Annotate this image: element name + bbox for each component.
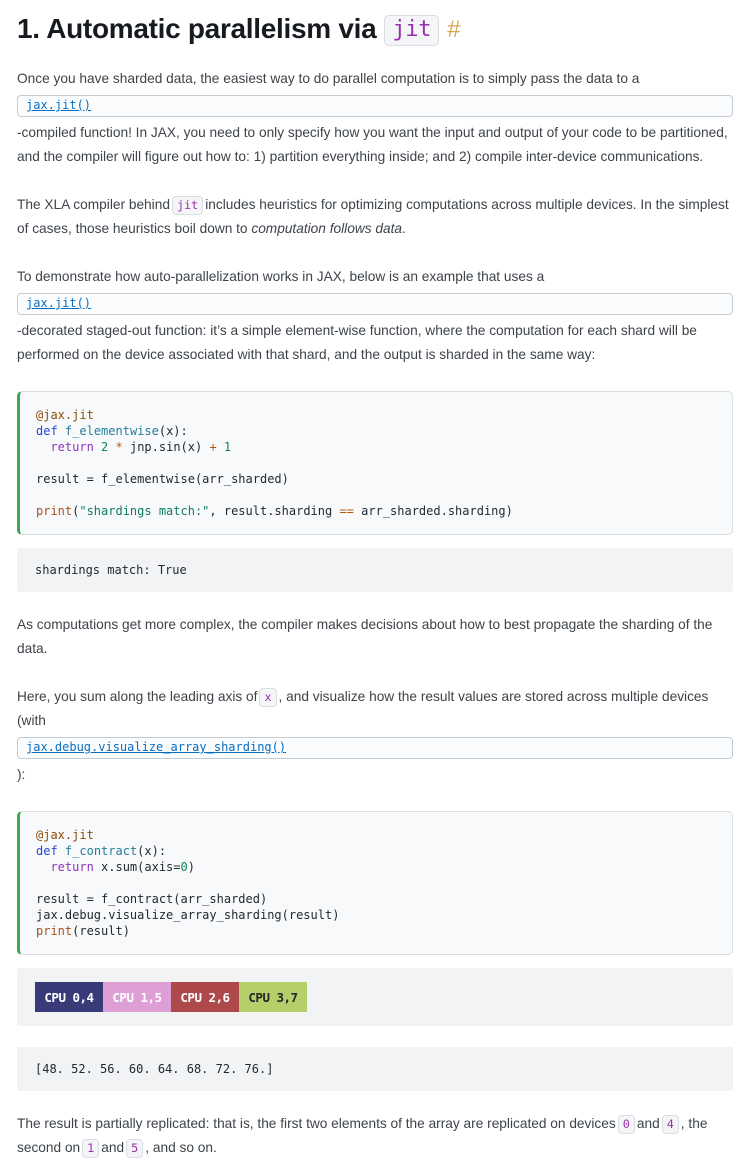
code-cell-input-2 <box>17 811 733 955</box>
code-token: @jax.jit <box>36 828 94 842</box>
inline-code-device-1: 1 <box>82 1139 99 1158</box>
xref-jax-jit-link-2[interactable]: jax.jit() <box>17 293 733 315</box>
code-token: result = f_contract(arr_sharded) <box>36 892 268 906</box>
shard-cell: CPU 3,7 <box>239 982 307 1012</box>
code-token: def <box>36 844 58 858</box>
paragraph-5-text-2: , and visualize how the result values are stored across multiple devices (with <box>17 689 709 728</box>
code-token: x.sum(axis= <box>93 860 181 874</box>
paragraph-5-text-3: ): <box>17 767 26 782</box>
paragraph-5 <box>17 685 733 787</box>
page-title <box>17 13 733 46</box>
code-token: (x): <box>137 844 167 858</box>
code-token <box>58 844 65 858</box>
paragraph-3 <box>17 265 733 367</box>
paragraph-2-text-1: The XLA compiler behind <box>17 197 170 212</box>
code-token: f_contract <box>64 844 138 858</box>
code-token: print <box>36 504 73 518</box>
shard-cell: CPU 0,4 <box>35 982 103 1012</box>
inline-code-jit-heading: jit <box>384 15 439 46</box>
xref-visualize-array-sharding-link[interactable]: jax.debug.visualize_array_sharding() <box>17 737 733 759</box>
code-token: def <box>36 424 58 438</box>
code-token <box>36 860 50 874</box>
paragraph-2-text-2: includes heuristics for optimizing computations across multiple devices. In the simplest of cases, those heuristics boil down to <box>17 197 729 236</box>
code-token: 1 <box>223 440 232 454</box>
code-token: ) <box>187 860 195 874</box>
paragraph-6-text-5: , and so on. <box>145 1140 217 1155</box>
output-text-2: [48. 52. 56. 60. 64. 68. 72. 76.] <box>35 1062 274 1076</box>
paragraph-3-text-before: To demonstrate how auto-parallelization works in JAX, below is an example that uses a <box>17 269 545 284</box>
page-title-text: 1. Automatic parallelism via <box>17 13 377 44</box>
heading-anchor-link[interactable]: # <box>447 16 461 43</box>
code-token: print <box>36 924 73 938</box>
inline-code-jit: jit <box>172 196 203 215</box>
inline-code-device-5: 5 <box>126 1139 143 1158</box>
code-token: jnp.sin(x) <box>122 440 210 454</box>
shard-bar <box>35 982 715 1012</box>
paragraph-1-text-after: -compiled function! In JAX, you need to only specify how you want the input and output of your code to be partitioned, and the compiler will figure out how to: 1) partition everything inside; and 2) compile inter-device communications. <box>17 125 728 164</box>
inline-code-device-4: 4 <box>662 1115 679 1134</box>
code-token: f_elementwise <box>64 424 159 438</box>
paragraph-6-text-1: The result is partially replicated: that is, the first two elements of the array are replicated on devices <box>17 1116 616 1131</box>
code-token: return <box>50 860 94 874</box>
code-cell-output-1 <box>17 548 733 592</box>
output-text-1: shardings match: True <box>35 563 187 577</box>
code-token: ( <box>72 504 80 518</box>
code-token <box>58 424 65 438</box>
code-token <box>94 440 101 454</box>
code-token: jax.debug.visualize_array_sharding(result) <box>36 908 340 922</box>
paragraph-1 <box>17 67 733 169</box>
code-token: (result) <box>72 924 130 938</box>
shard-cell: CPU 2,6 <box>171 982 239 1012</box>
code-cell-input-1 <box>17 391 733 535</box>
sharding-visualization-output <box>17 968 733 1026</box>
paragraph-6-text-3: , the second on <box>17 1116 708 1155</box>
xref-jax-jit-link-1[interactable]: jax.jit() <box>17 95 733 117</box>
code-token: arr_sharded.sharding) <box>353 504 513 518</box>
paragraph-4 <box>17 613 733 661</box>
emphasis-computation-follows-data: computation follows data <box>251 221 402 236</box>
code-token <box>108 440 115 454</box>
paragraph-3-text-after: -decorated staged-out function: it’s a simple element-wise function, where the computation for each shard will be performed on the device associated with that shard, and the output is sharded in the same way: <box>17 323 697 362</box>
code-block-1 <box>36 407 716 519</box>
shard-cell: CPU 1,5 <box>103 982 171 1012</box>
code-token <box>217 440 224 454</box>
paragraph-6-text-2: and <box>636 1116 660 1131</box>
inline-code-device-0: 0 <box>618 1115 635 1134</box>
code-token: * <box>115 440 123 454</box>
code-token: @jax.jit <box>36 408 94 422</box>
inline-code-x: x <box>259 688 276 707</box>
code-token: , result.sharding <box>209 504 340 518</box>
code-token: 0 <box>180 860 188 874</box>
paragraph-4-text: As computations get more complex, the compiler makes decisions about how to best propagate the sharding of the data. <box>17 617 713 656</box>
code-token <box>36 440 50 454</box>
code-token: return <box>50 440 94 454</box>
code-token: 2 <box>101 440 109 454</box>
paragraph-2-text-3: . <box>402 221 406 236</box>
code-token: == <box>339 504 354 518</box>
code-token: (x): <box>158 424 188 438</box>
paragraph-6-text-4: and <box>101 1140 125 1155</box>
code-token: "shardings match:" <box>79 504 210 518</box>
code-cell-output-2 <box>17 1047 733 1091</box>
paragraph-1-text-before: Once you have sharded data, the easiest way to do parallel computation is to simply pass the data to a <box>17 71 640 86</box>
paragraph-2 <box>17 193 733 241</box>
paragraph-6 <box>17 1112 733 1160</box>
code-block-2 <box>36 827 716 939</box>
code-token: + <box>209 440 217 454</box>
paragraph-5-text-1: Here, you sum along the leading axis of <box>17 689 258 704</box>
code-token: result = f_elementwise(arr_sharded) <box>36 472 289 486</box>
